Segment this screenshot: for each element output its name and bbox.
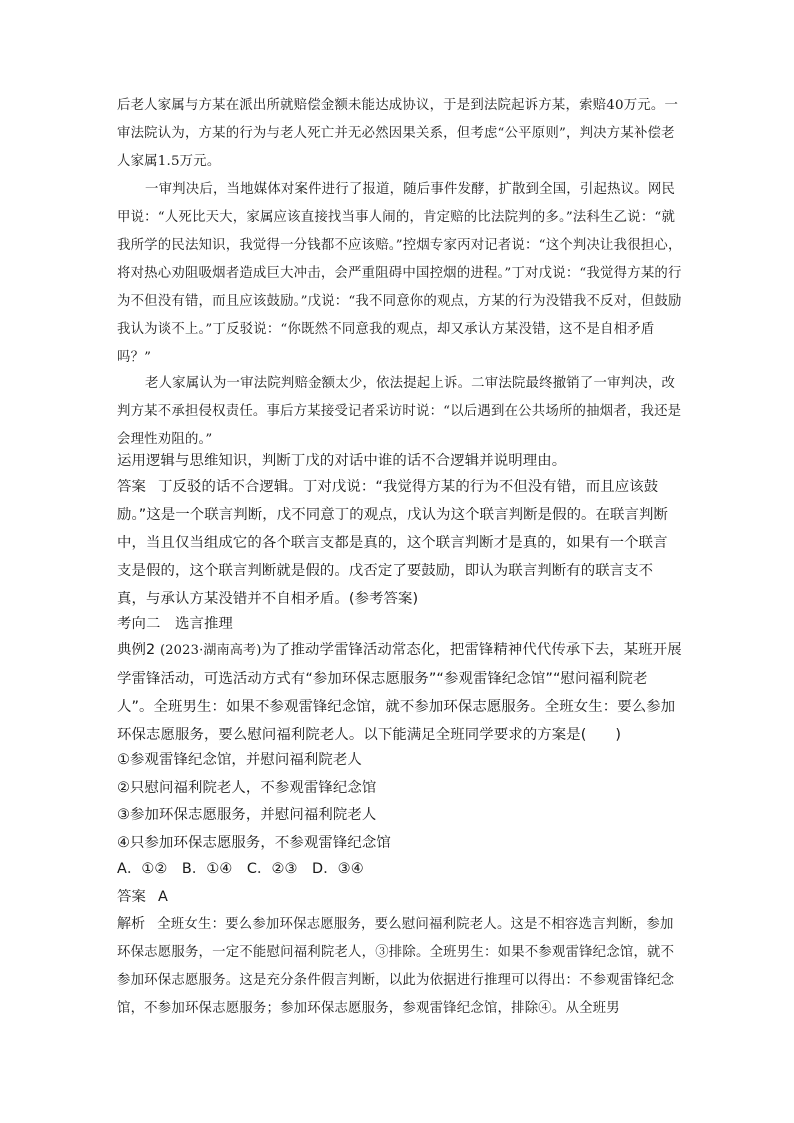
material-paragraph-2: 一审判决后，当地媒体对案件进行了报道，随后事件发酵，扩散到全国，引起热议。网民甲说：“人死比天大，家属应该直接找当事人闹的，肯定赔的比法院判的多。”法科生乙说：“就我所学的民法知识，我觉得一分钱都不应该赔。”控烟专家丙对记者说：“这个判决让我很担心，将对热心劝阻吸烟者造成巨大冲击，会严重阻碍中国控烟的进程。”丁对戊说：“我觉得方某的行为不但没有错，而且应该鼓励。”戊说：“我不同意你的观点，方某的行为没错我不反对，但鼓励我认为谈不上。”丁反驳说：“你既然不同意我的观点，却又承认方某没错，这不是自相矛盾吗？”: [117, 182, 682, 365]
option-item-4: ④只参加环保志愿服务，不参观雷锋纪念馆: [117, 835, 391, 851]
section-heading: 考向二 选言推理: [117, 616, 233, 632]
example-source: (2023·湖南高考): [159, 643, 262, 658]
answer-1-text: 丁反驳的话不合逻辑。丁对戊说：“我觉得方某的行为不但没有错，而且应该鼓励。”这是一个联言判断，戊不同意丁的观点，戊认为这个联言判断是假的。在联言判断中，当且仅当组成它的各个联言支都是真的，这个联言判断才是真的，如果有一个联言支是假的，这个联言判断就是假的。戊否定了要鼓励，即认为联言判断有的联言支不真，与承认方某没错并不自相矛盾。(参考答案): [117, 479, 669, 607]
example-text: 为了推动学雷锋活动常态化，把雷锋精神代代传承下去，某班开展学雷锋活动，可选活动方式有“参加环保志愿服务”“参观雷锋纪念馆”“慰问福利院老人”。全班男生：如果不参观雷锋纪念馆，就不参加环保志愿服务。全班女生：要么参加环保志愿服务，要么慰问福利院老人。以下能满足全班同学要求的方案是( ): [117, 642, 682, 743]
option-item-1: ①参观雷锋纪念馆，并慰问福利院老人: [117, 752, 362, 768]
analysis-text: 全班女生：要么参加环保志愿服务，要么慰问福利院老人。这是不相容选言判断，参加环保志愿服务，一定不能慰问福利院老人，③排除。全班男生：如果不参观雷锋纪念馆，就不参加环保志愿服务。这是充分条件假言判断，以此为依据进行推理可以得出：不参观雷锋纪念馆，不参加环保志愿服务；参加环保志愿服务，参观雷锋纪念馆，排除④。从全班男: [117, 917, 675, 1016]
answer-2-text: A: [157, 889, 168, 905]
material-paragraph-3: 老人家属认为一审法院判赔金额太少，依法提起上诉。二审法院最终撤销了一审判决，改判方某不承担侵权责任。事后方某接受记者采访时说：“以后遇到在公共场所的抽烟者，我还是会理性劝阻的。”: [117, 376, 682, 447]
option-item-3: ③参加环保志愿服务，并慰问福利院老人: [117, 807, 377, 823]
analysis-label: 解析: [117, 916, 146, 932]
answer-label: 答案: [117, 479, 146, 495]
example-2: [117, 636, 682, 749]
material-paragraph-1: 后老人家属与方某在派出所就赔偿金额未能达成协议，于是到法院起诉方某，索赔40万元。一审法院认为，方某的行为与老人死亡并无必然因果关系，但考虑“公平原则”，判决方某补偿老人家属1.5万元。: [117, 98, 679, 169]
answer-2-label: 答案: [117, 889, 146, 905]
answer-choices: A．①② B．①④ C．②③ D．③④: [117, 861, 364, 877]
answer-2: [117, 883, 682, 911]
question-1: 运用逻辑与思维知识，判断丁戊的对话中谁的话不合逻辑并说明理由。: [117, 453, 567, 469]
analysis: [117, 910, 682, 1023]
answer-1: [117, 473, 682, 613]
example-label: 典例2: [117, 642, 156, 658]
option-item-2: ②只慰问福利院老人，不参观雷锋纪念馆: [117, 780, 377, 796]
